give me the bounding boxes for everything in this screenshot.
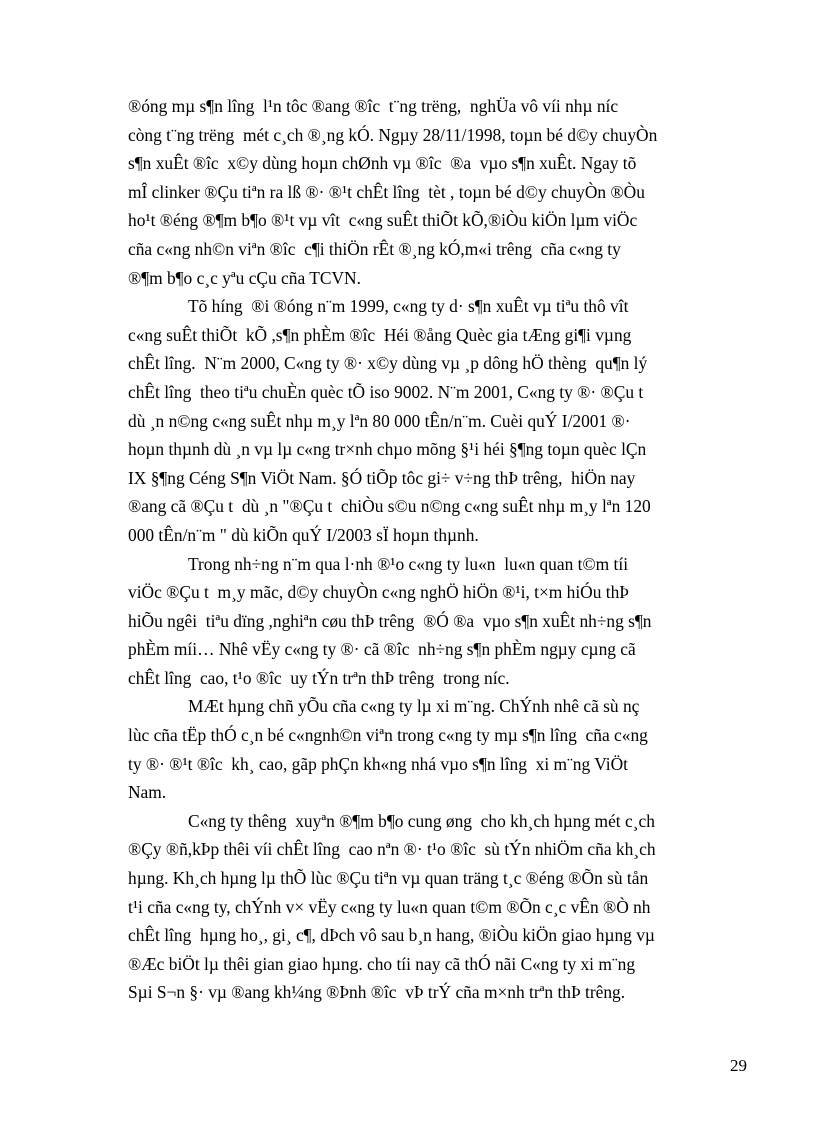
text-line: lùc cña tËp thÓ c¸n bé c«ngnh©n viªn trong c«ng ty mµ s¶n lîng cña c«ng [128,725,648,746]
text-line: phÈm míi… Nhê vËy c«ng ty ®· cã ®îc nh÷ng s¶n phÈm ngµy cµng cã [128,639,636,660]
text-line: viÖc ®Çu t m¸y mãc, d©y chuyÒn c«ng nghÖ hiÖn ®¹i, t×m hiÓu thÞ [128,582,629,603]
text-line: ho¹t ®éng ®¶m b¶o ®¹t vµ vît c«ng suÊt thiÕt kÕ,®iÒu kiÖn lµm viÖc [128,210,638,231]
text-line: chÊt lîng theo tiªu chuÈn quèc tÕ iso 9002. N¨m 2001, C«ng ty ®· ®Çu t [128,381,644,402]
text-line: hoµn thµnh dù ¸n vµ lµ c«ng tr×nh chµo mõng §¹i héi §¶ng toµn quèc lÇn [128,439,647,460]
text-line: ®ang cã ®Çu t dù ¸n "®Çu t chiÒu s©u n©ng c«ng suÊt nhµ m¸y lªn 120 [128,496,651,517]
text-line: Nam. [128,782,167,803]
body-text [128,92,756,1007]
text-line: hµng. Kh¸ch hµng lµ thÕ lùc ®Çu tiªn vµ quan träng t¸c ®éng ®Õn sù tån [128,868,649,889]
text-line: cña c«ng nh©n viªn ®îc c¶i thiÖn rÊt ®¸ng kÓ,m«i trêng cña c«ng ty [128,238,621,259]
text-line: chÊt lîng cao, t¹o ®îc uy tÝn trªn thÞ trêng trong níc. [128,667,510,688]
paragraph-start-line: C«ng ty thêng xuyªn ®¶m b¶o cung øng cho kh¸ch hµng mét c¸ch [188,810,655,831]
paragraph-start-line: MÆt hµng chñ yÕu cña c«ng ty lµ xi m¨ng. ChÝnh nhê cã sù nç [188,696,640,717]
text-line: chÊt lîng hµng ho¸, gi¸ c¶, dÞch vô sau b¸n hang, ®iÒu kiÖn giao hµng vµ [128,925,655,946]
text-line: ®¶m b¶o c¸c yªu cÇu cña TCVN. [128,267,361,288]
text-line: ®Æc biÖt lµ thêi gian giao hµng. cho tíi nay cã thÓ nãi C«ng ty xi m¨ng [128,953,636,974]
text-line: t¹i cña c«ng ty, chÝnh v× vËy c«ng ty lu«n quan t©m ®Õn c¸c vÊn ®Ò nh [128,896,651,917]
text-line: ®óng mµ s¶n lîng l¹n tôc ®ang ®îc t¨ng trëng, nghÜa vô víi nhµ níc [128,96,619,116]
text-line: s¶n xuÊt ®îc x©y dùng hoµn chØnh vµ ®îc ®a vµo s¶n xuÊt. Ngay tõ [128,153,637,174]
paragraph-start-line: Trong nh÷ng n¨m qua l·nh ®¹o c«ng ty lu«n lu«n quan t©m tíi [188,553,629,574]
paragraph-start-line: Tõ híng ®i ®óng n¨m 1999, c«ng ty d· s¶n xuÊt vµ tiªu thô vît [188,296,629,317]
page-number: 29 [730,1056,747,1075]
text-line: còng t¨ng trëng mét c¸ch ®¸ng kÓ. Ngµy 28/11/1998, toµn bé d©y chuyÒn [128,124,658,145]
text-line: 000 tÊn/n¨m " dù kiÕn quÝ I/2003 sÏ hoµn thµnh. [128,524,479,545]
text-line: dù ¸n n©ng c«ng suÊt nhµ m¸y lªn 80 000 tÊn/n¨m. Cuèi quÝ I/2001 ®· [128,410,631,431]
text-line: c«ng suÊt thiÕt kÕ ,s¶n phÈm ®îc Héi ®ång Quèc gia tÆng gi¶i vµng [128,324,632,345]
text-line: ®Çy ®ñ,kÞp thêi víi chÊt lîng cao nªn ®· t¹o ®îc sù tÝn nhiÖm cña kh¸ch [128,839,656,860]
text-line: chÊt lîng. N¨m 2000, C«ng ty ®· x©y dùng vµ ¸p dông hÖ thèng qu¶n lý [128,353,648,374]
text-line: IX §¶ng Céng S¶n ViÖt Nam. §Ó tiÕp tôc gi÷ v÷ng thÞ trêng, hiÖn nay [128,467,636,488]
text-line: Sµi S¬n §· vµ ®ang kh¼ng ®Þnh ®îc vÞ trÝ cña m×nh trªn thÞ trêng. [128,982,626,1003]
text-line: mÎ clinker ®Çu tiªn ra lß ®· ®¹t chÊt lîng tèt , toµn bé d©y chuyÒn ®Òu [128,181,645,202]
text-line: hiÕu ngêi tiªu dïng ,nghiªn cøu thÞ trêng ®Ó ®a vµo s¶n xuÊt nh÷ng s¶n [128,610,652,631]
text-line: ty ®· ®¹t ®îc kh¸ cao, gãp phÇn kh«ng nhá vµo s¶n lîng xi m¨ng ViÖt [128,753,628,774]
